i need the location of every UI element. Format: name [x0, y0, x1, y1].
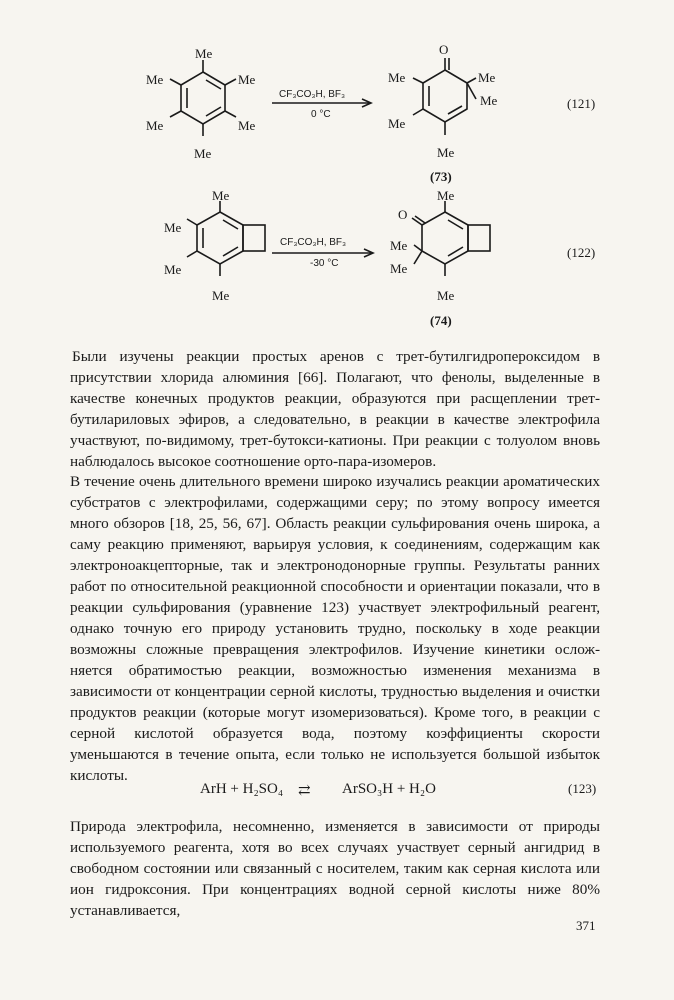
me-label: Me	[146, 72, 164, 87]
paragraph-1: Были изучены реакции простых аренов с трет-бутилгидропероксидом в присутствии хлорида алюминия [66]. Полагают, что фенолы, выделенные в качестве конечных продуктов реакции, образуются при расщеплении трет-бутилариловых эфиров, а следовательно, в реакции в качестве электрофила участвуют, по-видимому, трет-бутокси-катионы. При реакции с толуолом вновь наблюдалось высокое соотношение орто-пара-изомеров.	[70, 348, 600, 470]
carbonyl-oxygen: O	[398, 207, 408, 222]
me-label: Me	[238, 118, 256, 133]
equation-number: (121)	[567, 96, 596, 111]
carbonyl-oxygen: O	[439, 42, 449, 57]
equation-rhs: ArSO₃H + H₂O	[342, 781, 436, 797]
me-label: Me	[390, 238, 408, 253]
me-label: Me	[212, 288, 230, 303]
paragraph-3: Природа электрофила, несомненно, изменяется в зависимости от природы используемого реагента, хотя во всех случаях участвует серный ангидрид в свободном состоянии или связанный с носителем, таким как серная кислота или ион гидроксония. При концентрациях водной серной кислоты ниже 80% устанавливается,	[70, 818, 600, 919]
me-label: Me	[238, 72, 256, 87]
me-label: Me	[195, 46, 213, 61]
equilibrium-arrow-icon: ⇄	[298, 783, 311, 799]
me-label: Me	[388, 116, 406, 131]
me-label: Me	[146, 118, 164, 133]
me-label: Me	[164, 220, 182, 235]
compound-number: (73)	[430, 169, 452, 184]
equation-number: (122)	[567, 245, 596, 260]
me-label: Me	[164, 262, 182, 277]
equation-number: (123)	[568, 781, 597, 796]
reaction-temperature: -30 °C	[310, 258, 339, 269]
me-label: Me	[194, 146, 212, 161]
me-label: Me	[390, 261, 408, 276]
page-number: 371	[576, 918, 596, 933]
me-label: Me	[478, 70, 496, 85]
reaction-temperature: 0 °C	[311, 109, 331, 120]
equation-123	[0, 781, 674, 805]
me-label: Me	[437, 188, 455, 203]
me-label: Me	[480, 93, 498, 108]
equation-lhs: ArH + H₂SO₄	[200, 781, 284, 797]
me-label: Me	[437, 288, 455, 303]
compound-number: (74)	[430, 313, 452, 328]
me-label: Me	[437, 145, 455, 160]
me-label: Me	[388, 70, 406, 85]
paragraph-2: В течение очень длительного времени широко изучались реакции ароматических субстратов с электрофилами, содержащими серу; по этому вопросу имеется много обзоров [18, 25, 56, 67]. Область реакции сульфирования очень широка, а саму реакцию применяют, варьируя условия, к соединениям, содержащим как электроноакцепторные, так и электронодонорные группы. Результаты ранних работ по относительной реакционной способности и ориентации показали, что в реакции сульфирования (уравнение 123) участвует электрофильный реагент, однако точную его природу установить трудно, поскольку в ходе реакции возможны сложные превращения электрофилов. Изучение кинетики осложняется обратимостью реакции, возможностью изменения механизма в зависимости от концентрации серной кислоты, трудностью выделения и очистки продуктов реакции (которые могут изомеризоваться). Кроме того, в реакции с серной кислотой образуется вода, поэтому коэффициенты скорости уменьшаются в течение опыта, если только не используется большой избыток кислоты.	[70, 473, 600, 784]
reaction-conditions: CF₃CO₃H, BF₃	[279, 89, 346, 100]
me-label: Me	[212, 188, 230, 203]
reaction-schemes	[0, 0, 674, 340]
reaction-conditions: CF₃CO₃H, BF₃	[280, 237, 347, 248]
